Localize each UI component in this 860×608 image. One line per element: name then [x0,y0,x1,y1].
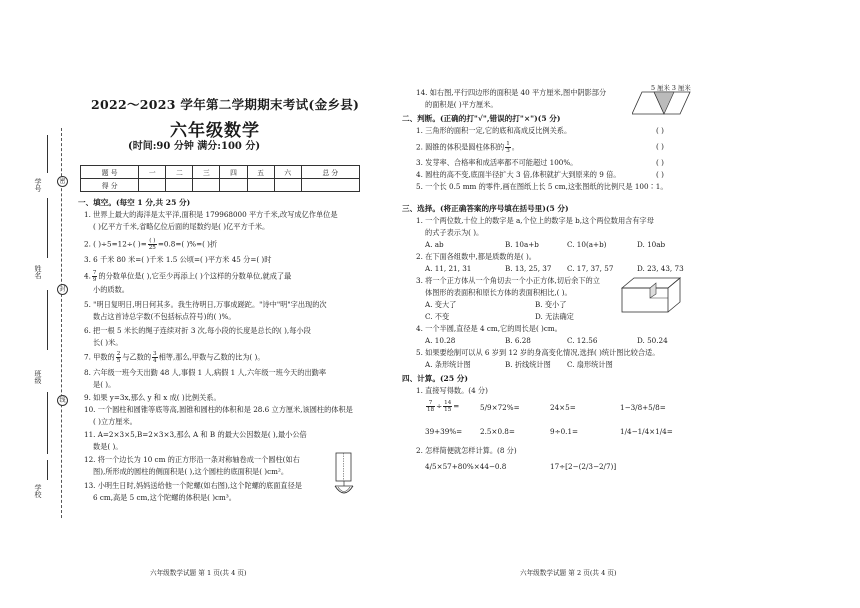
student-no-label: 学号 [34,178,42,192]
score-cell: 一 [139,166,166,179]
school-line [47,460,48,480]
seal-mark-top: 密 [57,176,68,187]
mc1-line1: 1. 一个两位数,十位上的数字是 a,个位上的数字是 b,这个两位数用含有字母 [416,216,654,225]
q2-fraction: $\frac{( )}{25}$ [148,238,156,251]
mc4-option-c[interactable]: C. 12.56 [567,336,598,345]
q14-figure-label: 5 厘米 3 厘米 [651,84,691,92]
score-input-cell[interactable] [301,179,359,192]
footer-right: 六年级数学试题 第 2 页(共 4 页) [520,569,617,577]
mc1-option-d[interactable]: D. 10ab [637,240,666,249]
score-cell: 六 [274,166,301,179]
mc4-line: 4. 一个半圆,直径是 4 cm,它的周长是( )cm。 [416,324,562,333]
mc2-option-d[interactable]: D. 23, 43, 73 [637,264,684,273]
q6-line2: 长( )米。 [93,338,123,347]
q8-line2: 是( )。 [93,380,116,389]
section3-heading: 三、选择。(将正确答案的序号填在括号里)(5 分) [402,204,569,213]
score-cell: 题 号 [81,166,139,179]
calc1-item-5: 39+39%= [425,427,463,436]
student-no-line [47,135,48,173]
score-cell: 总 分 [301,166,359,179]
q2-line [84,238,217,251]
q13-line2: 6 cm,高是 5 cm,这个陀螺的体积是( )cm³。 [93,493,236,502]
score-input-cell[interactable] [166,179,193,192]
seal-mark-mid: 封 [57,284,68,295]
score-input-cell[interactable] [274,179,301,192]
score-input-cell[interactable] [139,179,166,192]
exam-title: 2022～2023 学年第二学期期末考试(金乡县) [91,97,360,112]
mc3-option-a[interactable]: A. 变大了 [425,300,457,309]
q5-line1: 5. "明日复明日,明日何其多。我生待明日,万事成蹉跎。"诗中"明"字出现的次 [84,300,327,309]
calc1-item-4: 1−3/8+5/8= [620,403,666,412]
mc1-option-a[interactable]: A. ab [425,240,444,249]
tf2-fraction: $\frac{1}{3}$ [506,141,510,154]
score-cell: 得 分 [81,179,139,192]
score-table [80,165,360,192]
q8-line1: 8. 六年级一班今天出勤 48 人,事假 1 人,病假 1 人,六年级一班今天的出勤率 [84,368,327,377]
class-line [47,392,48,454]
q3-line: 3. 6 千米 80 米=( )千米 1.5 公顷=( )平方米 45 分=( )时 [84,255,272,264]
mc5-option-a[interactable]: A. 条形统计图 [425,360,471,369]
mc5-option-b[interactable]: B. 折线统计图 [505,360,551,369]
tf-answer-1[interactable]: ( ) [656,126,664,135]
mc1-option-c[interactable]: C. 10(a+b) [567,240,607,249]
calc1-item-8: 1/4−1/4×1/4= [620,427,673,436]
q7-fraction-a: $\frac{2}{5}$ [116,351,121,364]
score-input-cell[interactable] [193,179,220,192]
q1-line2: ( )亿平方千米,省略亿位后面的尾数约是( )亿平方千米。 [93,222,270,231]
class-label: 班级 [34,370,42,384]
calc1-item-7: 9÷0.1= [550,427,579,436]
calc2-heading: 2. 怎样简便就怎样计算。(8 分) [416,446,517,455]
q4-fraction: $\frac{7}{9}$ [92,270,97,283]
calc1-item-6: 2.5×0.8= [480,427,515,436]
q12-line2: 图),所形成的圆柱的侧面积是( ),这个圆柱的底面积是( )cm²。 [93,467,289,476]
school-label: 学校 [34,484,42,498]
seal-mark-bottom: 线 [57,395,68,406]
footer-left: 六年级数学试题 第 1 页(共 4 页) [150,569,247,577]
tf2: 2. 圆锥的体积是圆柱体积的 $\frac{1}{3}$ 。 [416,141,519,154]
q9-line: 9. 如果 y=3x,那么 y 和 x 成( )比例关系。 [84,393,221,402]
q10-line2: ( )立方厘米。 [93,417,137,426]
score-cell: 五 [247,166,274,179]
mc4-option-a[interactable]: A. 10.28 [425,336,456,345]
mc5-option-c[interactable]: C. 扇形统计图 [567,360,613,369]
tf-answer-4[interactable]: ( ) [656,170,664,179]
q11-line1: 11. A=2×3×5,B=2×3×3,那么 A 和 B 的最大公因数是( ),最小公倍 [84,430,307,439]
tf1: 1. 三角形的面积一定,它的底和高成反比例关系。 [416,126,572,135]
q2-part2: =0.8=( )%=( )折 [157,239,218,249]
calc1-item-1: $\frac{7}{18}$ ÷ $\frac{14}{15}$ = [427,400,460,413]
tf-answer-2[interactable]: ( ) [656,142,664,151]
parallelogram-figure [632,90,692,116]
score-cell: 四 [220,166,247,179]
mc2-option-c[interactable]: C. 17, 37, 57 [567,264,614,273]
mc2-line: 2. 在下面各组数中,都是质数的是( )。 [416,252,536,261]
score-table-header-row [81,166,360,179]
tf4: 4. 圆柱的高不变,底面半径扩大 3 倍,体积就扩大到原来的 9 倍。 [416,170,621,179]
tf5: 5. 一个长 0.5 mm 的零件,画在图纸上长 5 cm,这张图纸的比例尺是 100∶1。 [416,182,668,191]
student-no-line-2 [47,198,48,258]
q2-part1: 2. ( )÷5=12÷( )= [84,239,147,249]
calc1-item-2: 5/9×72%= [480,403,520,412]
score-table-score-row [81,179,360,192]
exam-subject: 六年级数学 [170,121,260,141]
mc4-option-b[interactable]: B. 6.28 [505,336,531,345]
tf-answer-3[interactable]: ( ) [656,158,664,167]
q14-line1: 14. 如右图,平行四边形的面积是 40 平方厘米,图中阴影部分 [416,88,607,97]
mc3-option-c[interactable]: C. 不变 [425,312,450,321]
q4-line2: 小的质数。 [93,285,129,294]
name-line [47,290,48,350]
q13-line1: 13. 小明生日时,妈妈送给他一个陀螺(如右图),这个陀螺的底面直径是 [84,481,302,490]
score-cell: 三 [193,166,220,179]
score-input-cell[interactable] [220,179,247,192]
q7-line: 7. 甲数的 $\frac{2}{5}$ 与乙数的 $\frac{3}{4}$ 相等,那么,甲数与乙数的比为( )。 [84,351,265,364]
tf3: 3. 发芽率、合格率和成活率都不可能超过 100%。 [416,158,578,167]
score-cell: 二 [166,166,193,179]
section4-heading: 四、计算。(25 分) [402,374,468,383]
q6-line1: 6. 把一根 5 米长的绳子连续对折 3 次,每小段的长度是总长的( ),每小段 [84,326,311,335]
mc3-option-d[interactable]: D. 无法确定 [535,312,574,321]
q4-line: 4. $\frac{7}{9}$ 的分数单位是( ),它至少再添上( )个这样的分数单位,就成了最 [84,270,292,283]
rolled-square-figure [333,452,355,500]
mc3-line1: 3. 将一个正方体从一个角切去一个小正方体,切后余下的立 [416,276,600,285]
q10-line1: 10. 一个圆柱和圆锥等底等高,圆锥和圆柱的体积和是 28.6 立方厘米,该圆柱的体积是 [84,405,353,414]
q5-line2: 数占这首诗总字数(不包括标点符号)的( )%。 [93,312,236,321]
mc1-option-b[interactable]: B. 10a+b [505,240,539,249]
mc3-option-b[interactable]: B. 变小了 [535,300,567,309]
q7-fraction-b: $\frac{3}{4}$ [153,351,157,364]
mc1-line2: 的式子表示为( )。 [425,228,484,237]
section1-heading: 一、填空。(每空 1 分,共 25 分) [78,198,191,207]
name-label: 姓名 [34,265,42,279]
q12-line1: 12. 将一个边长为 10 cm 的正方形沿一条对称轴卷成一个圆柱(如右 [84,455,300,464]
mc4-option-d[interactable]: D. 50.24 [637,336,668,345]
mc2-option-b[interactable]: B. 13, 25, 37 [505,264,552,273]
calc2-item-1: 4/5×57+80%×44−0.8 [425,462,507,471]
score-input-cell[interactable] [247,179,274,192]
q14-line2: 的面积是( )平方厘米。 [425,100,498,109]
mc2-option-a[interactable]: A. 11, 21, 31 [425,264,472,273]
q1-line1: 1. 世界上最大的海洋是太平洋,面积是 179968000 平方千米,改写成亿作单位是 [84,210,338,219]
exam-time-score: (时间:90 分钟 满分:100 分) [128,141,261,152]
mc5-line: 5. 如果要绘制可以从 6 岁到 12 岁的身高变化情况,选择( )统计图比较合适。 [416,348,660,357]
cut-cube-figure [620,276,682,314]
mc3-line2: 体图形的表面积和原长方体的表面积相比,( )。 [425,288,572,297]
calc1-heading: 1. 直接写得数。(4 分) [416,386,488,395]
calc2-item-2: 17÷[2−(2/3−2/7)] [550,462,617,471]
section2-heading: 二、判断。(正确的打"√",错误的打"×")(5 分) [402,114,561,123]
q11-line2: 数是( )。 [93,442,123,451]
calc1-item-3: 24×5= [550,403,576,412]
